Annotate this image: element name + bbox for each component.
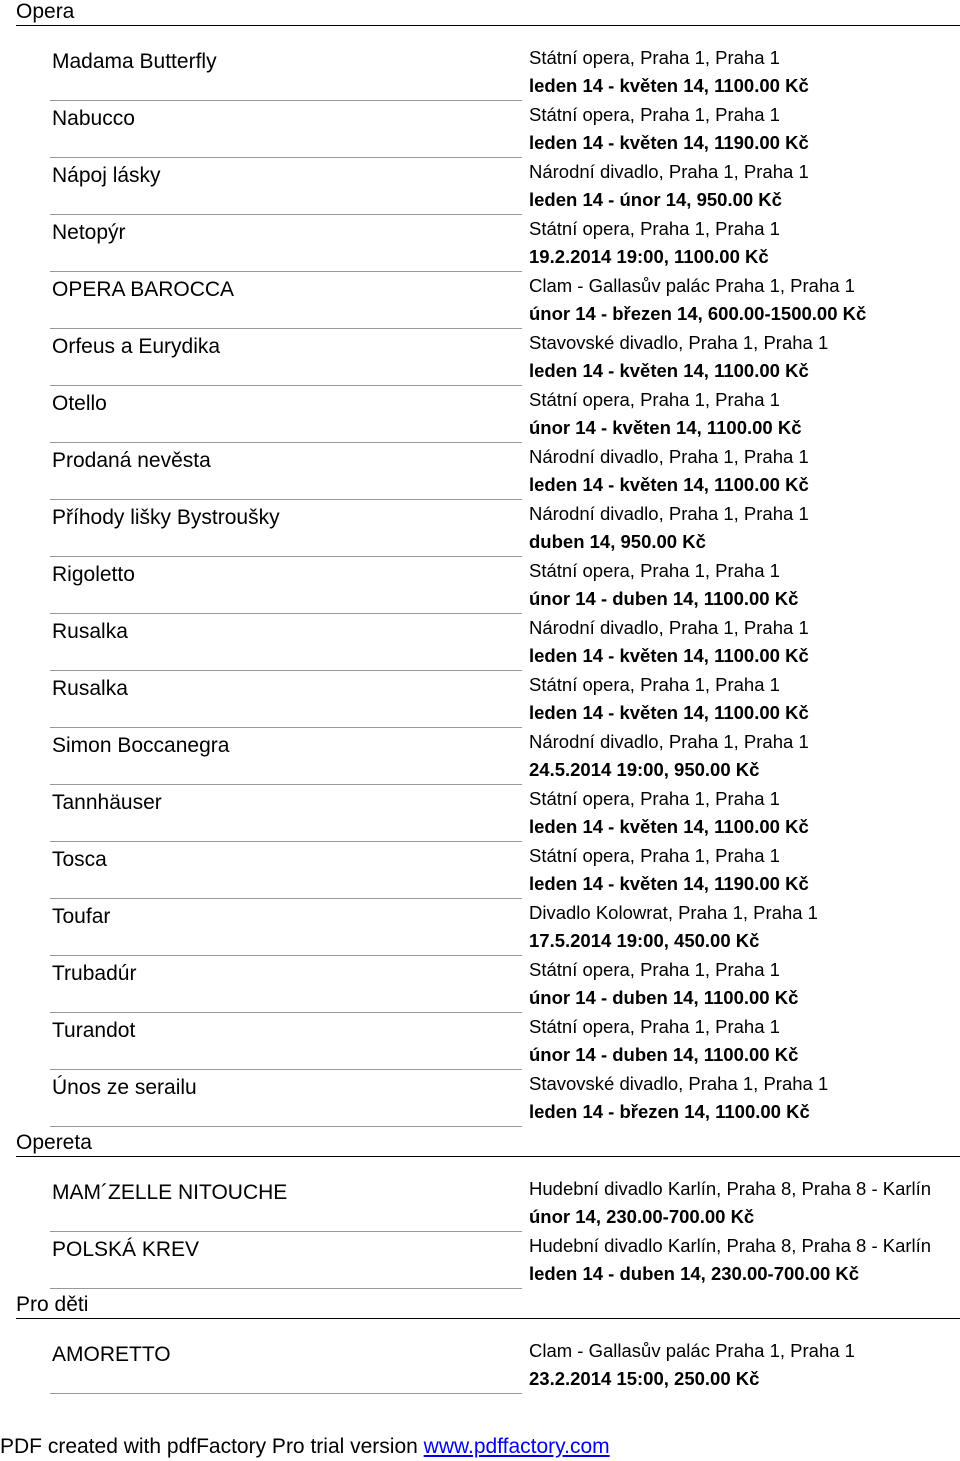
event-venue: Státní opera, Praha 1, Praha 1: [529, 104, 780, 125]
event-date-price: leden 14 - květen 14, 1100.00 Kč: [529, 360, 809, 381]
event-title: Rusalka: [52, 677, 128, 700]
event-date-price: leden 14 - květen 14, 1100.00 Kč: [529, 75, 809, 96]
event-venue: Divadlo Kolowrat, Praha 1, Praha 1: [529, 902, 818, 923]
event-venue: Státní opera, Praha 1, Praha 1: [529, 959, 780, 980]
event-venue: Hudební divadlo Karlín, Praha 8, Praha 8 - Karlín: [529, 1235, 932, 1256]
event-date-price: leden 14 - květen 14, 1190.00 Kč: [529, 873, 809, 894]
event-title: Prodaná nevěsta: [52, 449, 211, 472]
event-row: [50, 443, 960, 500]
event-title: OPERA BAROCCA: [52, 278, 235, 301]
section-divider: [16, 1318, 960, 1319]
event-row: [50, 785, 960, 842]
event-venue: Státní opera, Praha 1, Praha 1: [529, 1016, 780, 1037]
event-venue: Národní divadlo, Praha 1, Praha 1: [529, 503, 809, 524]
event-row: [50, 1013, 960, 1070]
event-date-price: leden 14 - květen 14, 1100.00 Kč: [529, 474, 809, 495]
event-date-price: únor 14 - duben 14, 1100.00 Kč: [529, 588, 799, 609]
event-venue: Národní divadlo, Praha 1, Praha 1: [529, 446, 809, 467]
event-date-price: únor 14 - březen 14, 600.00-1500.00 Kč: [529, 303, 867, 324]
event-venue: Clam - Gallasův palác Praha 1, Praha 1: [529, 1340, 855, 1361]
event-date-price: leden 14 - květen 14, 1100.00 Kč: [529, 702, 809, 723]
event-date-price: 17.5.2014 19:00, 450.00 Kč: [529, 930, 760, 951]
section-spacer: [0, 1394, 960, 1398]
event-venue: Národní divadlo, Praha 1, Praha 1: [529, 617, 809, 638]
event-date-price: únor 14 - duben 14, 1100.00 Kč: [529, 987, 799, 1008]
event-row: [50, 899, 960, 956]
event-venue: Státní opera, Praha 1, Praha 1: [529, 845, 780, 866]
event-title: Netopýr: [52, 221, 126, 244]
row-divider: [50, 1288, 522, 1289]
event-row: [50, 386, 960, 443]
event-title: Nabucco: [52, 107, 135, 130]
event-title: Turandot: [52, 1019, 136, 1042]
event-date-price: duben 14, 950.00 Kč: [529, 531, 706, 552]
event-date-price: 24.5.2014 19:00, 950.00 Kč: [529, 759, 760, 780]
section-title: Opereta: [16, 1131, 92, 1154]
event-row: [50, 1232, 960, 1289]
footer-text: PDF created with pdfFactory Pro trial version: [0, 1435, 424, 1458]
event-date-price: leden 14 - květen 14, 1100.00 Kč: [529, 816, 809, 837]
event-title: Simon Boccanegra: [52, 734, 230, 757]
event-row: [50, 728, 960, 785]
pdf-footer: [0, 1434, 610, 1460]
event-date-price: 23.2.2014 15:00, 250.00 Kč: [529, 1368, 760, 1389]
event-venue: Clam - Gallasův palác Praha 1, Praha 1: [529, 275, 855, 296]
event-row: [50, 842, 960, 899]
event-row: [50, 101, 960, 158]
event-date-price: leden 14 - květen 14, 1100.00 Kč: [529, 645, 809, 666]
section-divider: [16, 1156, 960, 1157]
event-row: [50, 329, 960, 386]
event-venue: Státní opera, Praha 1, Praha 1: [529, 389, 780, 410]
event-title: Tannhäuser: [52, 791, 162, 814]
event-title: Trubadúr: [52, 962, 137, 985]
event-date-price: leden 14 - únor 14, 950.00 Kč: [529, 189, 782, 210]
row-divider: [50, 1393, 522, 1394]
event-venue: Státní opera, Praha 1, Praha 1: [529, 47, 780, 68]
event-row: [50, 1337, 960, 1394]
event-row: [50, 500, 960, 557]
event-row: [50, 956, 960, 1013]
event-venue: Národní divadlo, Praha 1, Praha 1: [529, 161, 809, 182]
event-venue: Státní opera, Praha 1, Praha 1: [529, 218, 780, 239]
event-title: Nápoj lásky: [52, 164, 161, 187]
event-title: Rusalka: [52, 620, 128, 643]
event-row: [50, 158, 960, 215]
event-row: [50, 614, 960, 671]
event-date-price: únor 14 - duben 14, 1100.00 Kč: [529, 1044, 799, 1065]
event-row: [50, 557, 960, 614]
section-title: Pro děti: [16, 1293, 89, 1316]
event-venue: Státní opera, Praha 1, Praha 1: [529, 788, 780, 809]
event-row: [50, 44, 960, 101]
event-row: [50, 215, 960, 272]
event-title: Toufar: [52, 905, 111, 928]
footer-link[interactable]: www.pdffactory.com: [423, 1435, 610, 1458]
event-date-price: leden 14 - květen 14, 1190.00 Kč: [529, 132, 809, 153]
section-title: Opera: [16, 0, 75, 23]
event-title: Orfeus a Eurydika: [52, 335, 221, 358]
event-venue: Stavovské divadlo, Praha 1, Praha 1: [529, 332, 829, 353]
event-date-price: 19.2.2014 19:00, 1100.00 Kč: [529, 246, 769, 267]
event-venue: Národní divadlo, Praha 1, Praha 1: [529, 731, 809, 752]
event-title: Rigoletto: [52, 563, 135, 586]
event-venue: Státní opera, Praha 1, Praha 1: [529, 674, 780, 695]
event-date-price: únor 14, 230.00-700.00 Kč: [529, 1206, 755, 1227]
section: [0, 1131, 960, 1293]
event-title: Otello: [52, 392, 107, 415]
event-title: Madama Butterfly: [52, 50, 217, 73]
event-title: POLSKÁ KREV: [52, 1238, 200, 1261]
event-row: [50, 1070, 960, 1127]
event-title: Tosca: [52, 848, 107, 871]
event-date-price: leden 14 - březen 14, 1100.00 Kč: [529, 1101, 810, 1122]
event-row: [50, 671, 960, 728]
event-row: [50, 272, 960, 329]
event-title: Příhody lišky Bystroušky: [52, 506, 280, 529]
event-date-price: únor 14 - květen 14, 1100.00 Kč: [529, 417, 802, 438]
row-divider: [50, 1126, 522, 1127]
event-date-price: leden 14 - duben 14, 230.00-700.00 Kč: [529, 1263, 860, 1284]
event-venue: Stavovské divadlo, Praha 1, Praha 1: [529, 1073, 829, 1094]
section: [0, 1293, 960, 1398]
event-title: AMORETTO: [52, 1343, 171, 1366]
event-row: [50, 1175, 960, 1232]
event-title: Únos ze serailu: [52, 1076, 197, 1099]
event-title: MAM´ZELLE NITOUCHE: [52, 1181, 288, 1204]
event-venue: Státní opera, Praha 1, Praha 1: [529, 560, 780, 581]
event-venue: Hudební divadlo Karlín, Praha 8, Praha 8 - Karlín: [529, 1178, 932, 1199]
section-divider: [16, 25, 960, 26]
